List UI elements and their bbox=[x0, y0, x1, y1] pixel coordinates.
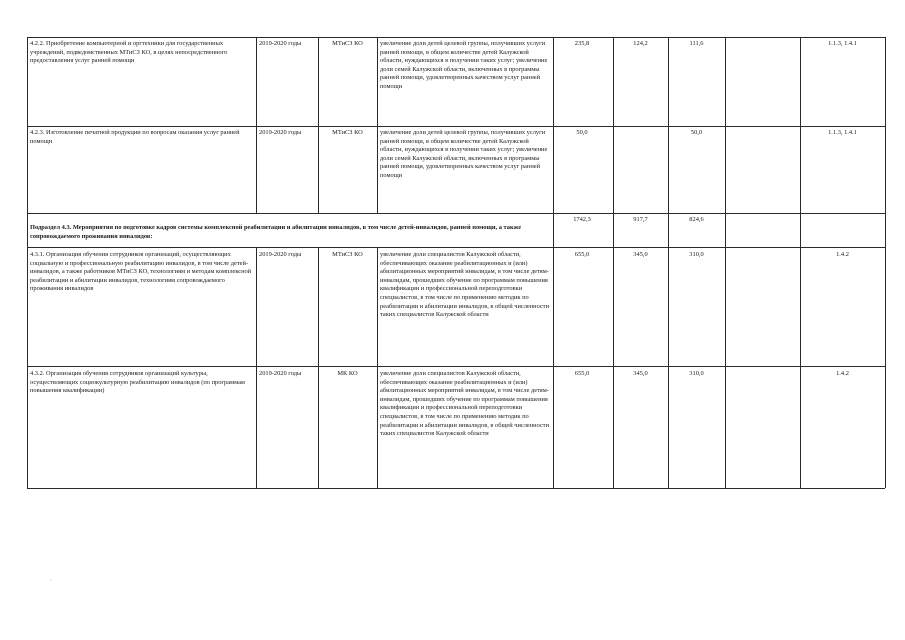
col-line bbox=[553, 37, 554, 488]
total-value: 50,0 bbox=[576, 129, 588, 136]
col-line bbox=[800, 37, 801, 488]
col-line bbox=[668, 37, 669, 488]
value-2020: 111,6 bbox=[689, 40, 704, 47]
activity-executor: МТиСЗ КО bbox=[332, 40, 363, 47]
col-line bbox=[613, 37, 614, 488]
value-2019: 124,2 bbox=[633, 40, 648, 47]
activity-executor: МТиСЗ КО bbox=[332, 129, 363, 136]
activity-result: увеличение доли детей целевой группы, получивших услуги ранней помощи, в общем количестве детей Калужской области, нуждающихся в получении таких услуг; увеличение доли семей Калужской области, включенных в программы ранней помощи, удовлетворенных качеством услуг ранней помощи bbox=[380, 129, 548, 179]
activity-name: 4.2.3. Изготовление печатной продукции по вопросам оказания услуг ранней помощи bbox=[30, 129, 240, 145]
subsection-total: 1742,3 bbox=[573, 216, 591, 223]
indicator-number: 1.4.2 bbox=[836, 251, 849, 258]
col-line bbox=[318, 247, 319, 488]
row-line bbox=[27, 247, 885, 248]
col-line bbox=[377, 247, 378, 488]
value-2020: 50,0 bbox=[690, 129, 703, 136]
activity-period: 2019-2020 годы bbox=[259, 40, 302, 47]
indicator-number: 1.1.3, 1.4.1 bbox=[828, 40, 857, 47]
value-2020: 310,0 bbox=[689, 251, 704, 258]
subsection-2019: 917,7 bbox=[633, 216, 648, 223]
activity-result: увеличение доли специалистов Калужской области, обеспечивающих оказание реабилитационных и (или) абилитационных мероприятий инвалидам, в том числе детям-инвалидам, прошедших обучение по программам повышения квалификации и профессиональной переподготовки специалистов, в том числе по применению методик по реабилитации и абилитации инвалидов, в общей численности таких специалистов Калужской области bbox=[380, 251, 550, 319]
row-line bbox=[27, 488, 885, 489]
subsection-2020: 824,6 bbox=[689, 216, 704, 223]
indicator-number: 1.1.3, 1.4.1 bbox=[828, 129, 857, 136]
col-line bbox=[256, 247, 257, 488]
value-2020: 310,0 bbox=[689, 370, 704, 377]
activity-executor: МК КО bbox=[337, 370, 358, 377]
total-value: 235,8 bbox=[574, 40, 590, 47]
col-line bbox=[725, 37, 726, 488]
activity-name: 4.3.2. Организация обучения сотрудников организаций культуры, осуществляющих социокультурную реабилитацию инвалидов (по программам повышения квалификации) bbox=[30, 370, 245, 395]
row-line bbox=[27, 366, 885, 367]
activity-result: увеличение доли специалистов Калужской области, обеспечивающих оказание реабилитационных и (или) абилитационных мероприятий инвалидам, в том числе детям-инвалидам, прошедших обучение по программам повышения квалификации и профессиональной переподготовки специалистов, в том числе по применению методик по реабилитации и абилитации инвалидов, в общей численности таких специалистов Калужской области bbox=[380, 370, 550, 438]
activity-name: 4.2.2. Приобретение компьютерной и оргтехники для государственных учреждений, подведомственных МТиСЗ КО, в целях непосредственного предоставления услуг ранней помощи bbox=[30, 40, 228, 65]
activity-period: 2019-2020 годы bbox=[259, 129, 302, 136]
indicator-number: 1.4.2 bbox=[836, 370, 849, 377]
activity-period: 2019-2020 годы bbox=[259, 370, 302, 377]
total-value: 655,0 bbox=[574, 251, 590, 258]
col-line bbox=[256, 37, 257, 213]
subsection-title: Подраздел 4.3. Мероприятия по подготовке кадров системы комплексной реабилитации и абилитации инвалидов, в том числе детей-инвалидов, ранней помощи, а также сопровождаемого проживания инвалидов: bbox=[30, 224, 522, 240]
row-line bbox=[27, 213, 885, 214]
col-line bbox=[27, 37, 28, 488]
activity-executor: МТиСЗ КО bbox=[332, 251, 363, 258]
col-line bbox=[377, 37, 378, 213]
value-2019: 345,0 bbox=[633, 370, 648, 377]
activity-result: увеличение доли детей целевой группы, получивших услуги ранней помощи, в общем количестве детей Калужской области, нуждающихся в получении таких услуг; увеличение доли семей Калужской области, включенных в программы ранней помощи, удовлетворенных качеством услуг ранней помощи bbox=[380, 40, 548, 90]
activity-name: 4.3.1. Организация обучения сотрудников организаций, осуществляющих социальную и профессиональную реабилитацию инвалидов, в том числе детей-инвалидов, а также работников МТиСЗ КО, технологиям и методам комплексной реабилитации и абилитации инвалидов, технологиям сопровождаемого проживания инвалидов bbox=[30, 251, 252, 293]
row-line bbox=[27, 126, 885, 127]
row-line bbox=[27, 37, 885, 38]
pen-mark-icon: · bbox=[50, 578, 52, 584]
total-value: 655,0 bbox=[574, 370, 590, 377]
activity-period: 2019-2020 годы bbox=[259, 251, 302, 258]
value-2019: 345,0 bbox=[633, 251, 648, 258]
col-line bbox=[885, 37, 886, 488]
col-line bbox=[318, 37, 319, 213]
